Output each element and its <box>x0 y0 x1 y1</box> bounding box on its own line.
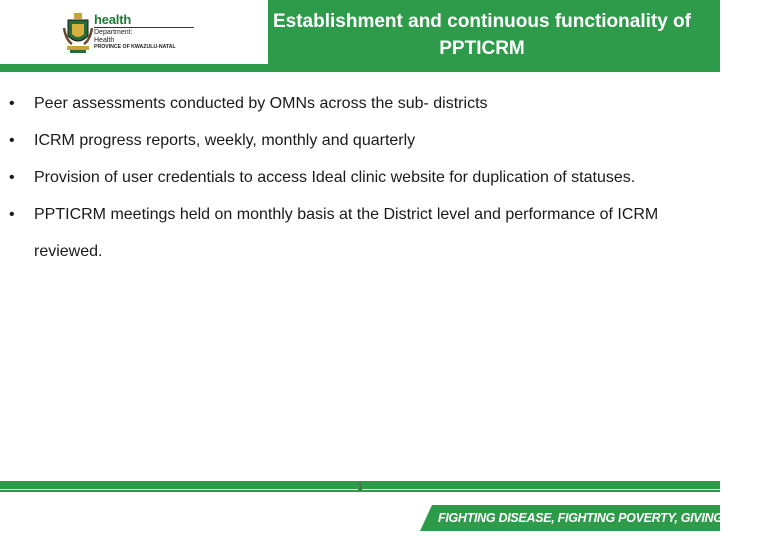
bullet-item <box>0 85 720 122</box>
logo-divider <box>94 27 194 28</box>
logo-health-sub: Health <box>94 36 115 44</box>
bullet-marker: • <box>9 95 15 112</box>
logo-province: PROVINCE OF KWAZULU-NATAL <box>94 44 176 50</box>
bullet-text: PPTICRM meetings held on monthly basis at the District level and performance of ICRM reviewed. <box>34 206 659 260</box>
logo-health-word: health <box>94 12 132 27</box>
bullet-item <box>0 196 720 270</box>
logo-text <box>94 14 204 51</box>
department-logo <box>0 0 268 64</box>
page-number: 1 <box>356 481 364 493</box>
bullet-text: ICRM progress reports, weekly, monthly and quarterly <box>34 132 416 149</box>
bullet-item <box>0 122 720 159</box>
bullet-item <box>0 159 720 196</box>
coat-of-arms-icon <box>64 12 92 54</box>
slide-title: Establishment and continuous functionality of PPTICRM <box>272 11 691 59</box>
bullet-text: Provision of user credentials to access Ideal clinic website for duplication of statuses. <box>34 169 636 186</box>
header-bar <box>0 0 720 72</box>
bullet-marker: • <box>9 169 15 186</box>
logo-department: Department: <box>94 29 133 36</box>
bullet-list <box>0 85 720 270</box>
bullet-marker: • <box>9 206 15 223</box>
bullet-text: Peer assessments conducted by OMNs across the sub- districts <box>34 95 488 112</box>
slogan-text: FIGHTING DISEASE, FIGHTING POVERTY, GIVING HOPE <box>438 511 760 525</box>
bullet-marker: • <box>9 132 15 149</box>
